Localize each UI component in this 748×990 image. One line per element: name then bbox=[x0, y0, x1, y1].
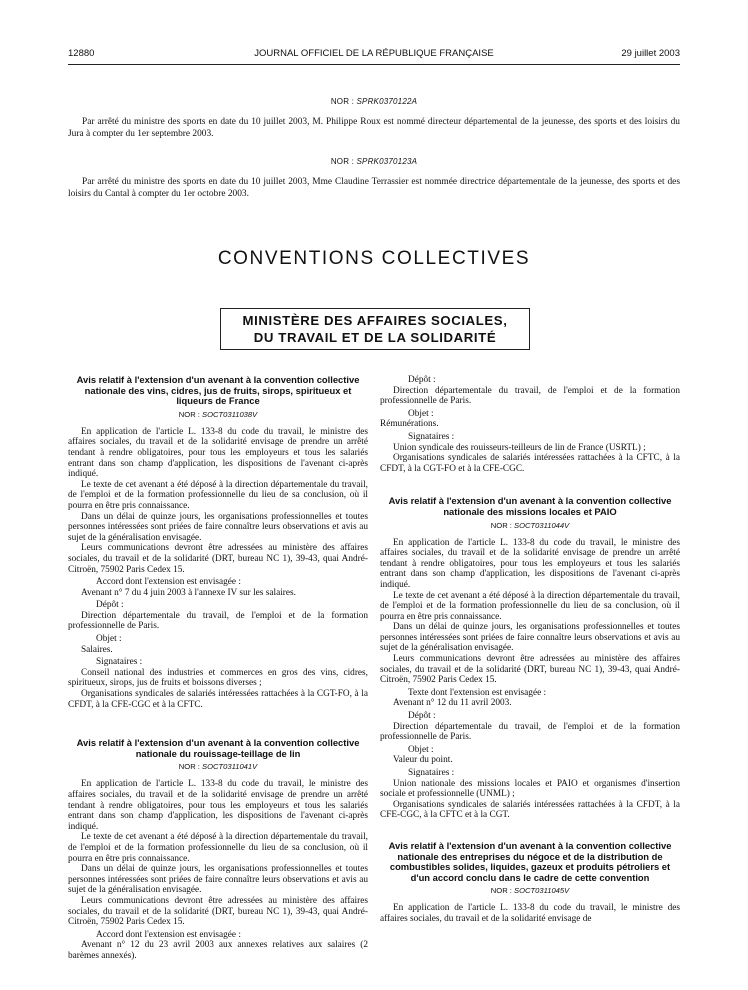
field-value: Union nationale des missions locales et PAIO et organismes d'insertion sociale et professionnelle (UNML) ; bbox=[380, 778, 680, 800]
body-paragraph: Dans un délai de quinze jours, les organisations professionnelles et toutes personnes intéressées sont priées de faire connaître leurs observations et avis au sujet de la généralisation envisagée. bbox=[380, 622, 680, 654]
right-column bbox=[380, 375, 680, 925]
body-paragraph: Leurs communications devront être adressées au ministère des affaires sociales, du travail et de la solidarité (DRT, bureau NC 1), 39-43, quai André-Citroën, 75902 Paris Cedex 15. bbox=[68, 895, 368, 928]
journal-title: JOURNAL OFFICIEL DE LA RÉPUBLIQUE FRANÇAISE bbox=[254, 48, 494, 59]
body-paragraph: Dans un délai de quinze jours, les organisations professionnelles et toutes personnes intéressées sont priées de faire connaître leurs observations et avis au sujet de la généralisation envisagée. bbox=[68, 864, 368, 896]
left-column bbox=[68, 375, 368, 962]
field-label: Signataires : bbox=[96, 657, 143, 668]
body-paragraph: En application de l'article L. 133-8 du code du travail, le ministre des affaires sociales, du travail et de la solidarité envisage de bbox=[380, 903, 680, 924]
field-value: Direction départementale du travail, de l'emploi et de la formation professionnelle de Paris. bbox=[380, 721, 680, 743]
notice-paragraph: Par arrêté du ministre des sports en date du 10 juillet 2003, Mme Claudine Terrassier est nommée directrice départementale de la jeunesse, des sports et des loisirs du Cantal à compter du 1er octobre 2003. bbox=[68, 177, 680, 199]
nor-reference: NOR : SOCT0311045V bbox=[490, 886, 570, 896]
nor-reference: NOR : SOCT0311041V bbox=[178, 762, 258, 772]
ministry-line: DU TRAVAIL ET DE LA SOLIDARITÉ bbox=[253, 330, 497, 345]
field-label: Dépôt : bbox=[408, 711, 436, 722]
nor-reference: NOR : SOCT0311038V bbox=[178, 409, 258, 419]
field-label: Objet : bbox=[96, 634, 122, 645]
field-value: Conseil national des industries et commerces en gros des vins, cidres, spiritueux, sirops, jus de fruits et boissons diverses ; bbox=[68, 667, 368, 689]
notice-title: Avis relatif à l'extension d'un avenant à la convention collective nationale des missions locales et PAIO bbox=[388, 495, 672, 517]
body-paragraph: Le texte de cet avenant a été déposé à la direction départementale du travail, de l'emploi et de la formation professionnelle du lieu de sa conclusion, où il pourra en être pris connaissance. bbox=[68, 832, 368, 864]
field-value: Salaires. bbox=[81, 644, 113, 655]
field-label: Accord dont l'extension est envisagée : bbox=[96, 929, 241, 940]
field-label: Texte dont l'extension est envisagée : bbox=[408, 687, 547, 698]
field-value: Avenant n° 7 du 4 juin 2003 à l'annexe IV sur les salaires. bbox=[81, 587, 296, 598]
page-number: 12880 bbox=[68, 48, 95, 59]
notice-title: Avis relatif à l'extension d'un avenant à la convention collective nationale du rouissage-teillage de lin bbox=[76, 737, 360, 759]
field-value: Organisations syndicales de salariés intéressées rattachées à la CFTC, à la CFDT, à la CGT-FO et à la CFE-CGC. bbox=[380, 453, 680, 474]
body-paragraph: Leurs communications devront être adressées au ministère des affaires sociales, du travail et de la solidarité (DRT, bureau NC 1), 39-43, quai André-Citroën, 75902 Paris Cedex 15. bbox=[380, 654, 680, 686]
notice-title: Avis relatif à l'extension d'un avenant à la convention collective nationale des entreprises du négoce et de la distribution de combustibles solides, liquides, gazeux et produits pétroliers et d'un accord conclu dans le cadre de cette convention bbox=[388, 839, 672, 883]
ministry-line: MINISTÈRE DES AFFAIRES SOCIALES, bbox=[242, 313, 508, 328]
issue-date: 29 juillet 2003 bbox=[621, 48, 680, 59]
nor-reference: NOR : SOCT0311044V bbox=[490, 520, 570, 530]
field-label: Dépôt : bbox=[96, 600, 124, 611]
body-paragraph: En application de l'article L. 133-8 du code du travail, le ministre des affaires sociales, du travail et de la solidarité envisage de prendre un arrêté tendant à rendre obligatoires, pour tous les employeurs et tous les salariés entrant dans son champ d'application, les dispositions de l'avenant ci-après indiqué. bbox=[68, 779, 368, 832]
body-paragraph: Dans un délai de quinze jours, les organisations professionnelles et toutes personnes intéressées sont priées de faire connaître leurs observations et avis au sujet de la généralisation envisagée. bbox=[68, 511, 368, 543]
field-label: Objet : bbox=[408, 408, 434, 419]
field-label: Accord dont l'extension est envisagée : bbox=[96, 577, 241, 588]
body-paragraph: En application de l'article L. 133-8 du code du travail, le ministre des affaires sociales, du travail et de la solidarité envisage de prendre un arrêté tendant à rendre obligatoires, pour tous les employeurs et tous les salariés entrant dans son champ d'application, les dispositions de l'avenant ci-après indiqué. bbox=[380, 537, 680, 590]
field-value: Direction départementale du travail, de l'emploi et de la formation professionnelle de Paris. bbox=[380, 385, 680, 407]
nor-reference: NOR : SPRK0370123A bbox=[330, 157, 418, 166]
body-paragraph: Le texte de cet avenant a été déposé à la direction départementale du travail, de l'emploi et de la formation professionnelle du lieu de sa conclusion, où il pourra en être pris connaissance. bbox=[68, 479, 368, 511]
notice-title: Avis relatif à l'extension d'un avenant à la convention collective nationale des vins, cidres, jus de fruits, sirops, spiritueux et liqueurs de France bbox=[76, 374, 360, 407]
ministry-heading bbox=[220, 308, 530, 350]
field-value: Valeur du point. bbox=[393, 755, 453, 766]
field-value: Union syndicale des rouisseurs-teilleurs de lin de France (USRTL) ; bbox=[393, 442, 646, 453]
field-value: Direction départementale du travail, de l'emploi et de la formation professionnelle de Paris. bbox=[68, 610, 368, 632]
body-paragraph: Le texte de cet avenant a été déposé à la direction départementale du travail, de l'emploi et de la formation professionnelle du lieu de sa conclusion, où il pourra en être pris connaissance. bbox=[380, 590, 680, 622]
field-value: Organisations syndicales de salariés intéressées rattachées à la CFDT, à la CFE-CGC, à la CFTC et à la CGT. bbox=[380, 799, 680, 821]
body-paragraph: Leurs communications devront être adressées au ministère des affaires sociales, du travail et de la solidarité (DRT, bureau NC 1), 39-43, quai André-Citroën, 75902 Paris Cedex 15. bbox=[68, 543, 368, 575]
field-label: Signataires : bbox=[408, 768, 455, 778]
field-label: Objet : bbox=[408, 744, 434, 755]
field-value: Organisations syndicales de salariés intéressées rattachées à la CGT-FO, à la CFDT, à la CFE-CGC et à la CFTC. bbox=[68, 689, 368, 710]
section-title: CONVENTIONS COLLECTIVES bbox=[217, 248, 531, 269]
field-value: Rémunérations. bbox=[380, 419, 439, 430]
field-value: Avenant n° 12 du 23 avril 2003 aux annexes relatives aux salaires (2 barèmes annexés). bbox=[68, 940, 368, 961]
field-value: Avenant n° 12 du 11 avril 2003. bbox=[393, 698, 512, 709]
field-label: Dépôt : bbox=[408, 375, 436, 385]
field-label: Signataires : bbox=[408, 431, 455, 442]
body-paragraph: En application de l'article L. 133-8 du code du travail, le ministre des affaires sociales, du travail et de la solidarité envisage de prendre un arrêté tendant à rendre obligatoires, pour tous les employeurs et tous les salariés entrant dans son champ d'application, les dispositions de l'avenant ci-après indiqué. bbox=[68, 426, 368, 480]
nor-reference: NOR : SPRK0370122A bbox=[330, 97, 418, 106]
header-rule bbox=[68, 64, 680, 65]
notice-paragraph: Par arrêté du ministre des sports en date du 10 juillet 2003, M. Philippe Roux est nommé directeur départemental de la jeunesse, des sports et des loisirs du Jura à compter du 1er septembre 2003. bbox=[68, 117, 680, 139]
